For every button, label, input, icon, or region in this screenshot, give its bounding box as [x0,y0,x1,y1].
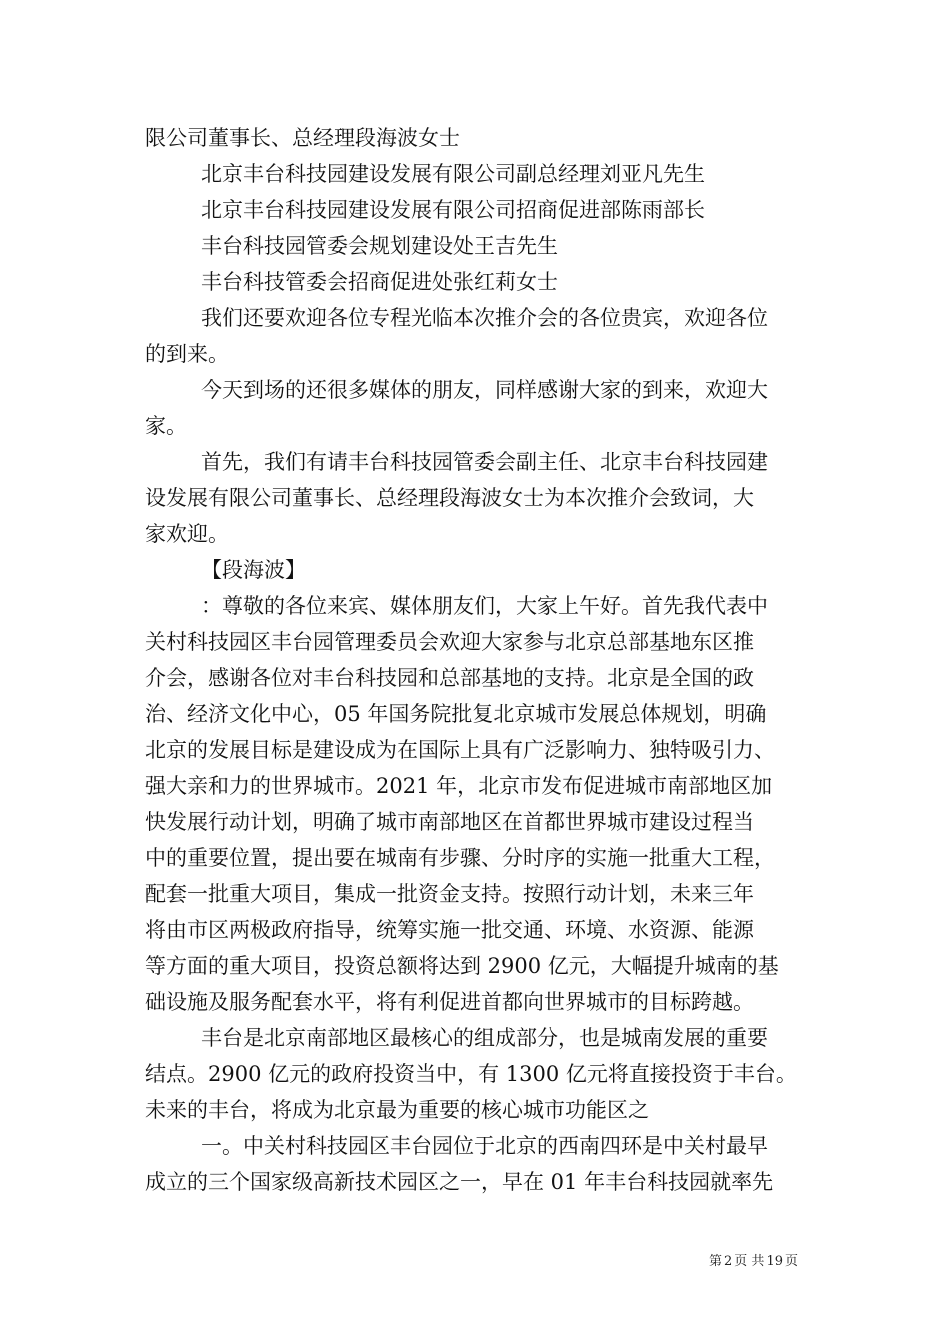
document-body [145,120,817,1200]
footer-middle: 页 共 [734,1254,765,1269]
text-line: 今天到场的还很多媒体的朋友，同样感谢大家的到来，欢迎大 [201,378,768,402]
text-line: 未来的丰台，将成为北京最为重要的核心城市功能区之 [145,1098,649,1122]
footer-prefix: 第 [709,1254,723,1269]
text-line: 北京的发展目标是建设成为在国际上具有广泛影响力、独特吸引力、 [145,738,775,762]
text-line: 将由市区两极政府指导，统筹实施一批交通、环境、水资源、能源 [145,918,754,942]
total-page-number: 19 [766,1254,783,1269]
text-line: 家欢迎。 [145,522,229,546]
text-line: 等方面的重大项目，投资总额将达到 2900 亿元，大幅提升城南的基 [145,954,779,978]
page-footer [709,1252,829,1272]
text-line: 介会，感谢各位对丰台科技园和总部基地的支持。北京是全国的政 [145,666,754,690]
text-line: 的到来。 [145,342,229,366]
text-line: 北京丰台科技园建设发展有限公司副总经理刘亚凡先生 [201,162,705,186]
text-line: 限公司董事长、总经理段海波女士 [145,126,460,150]
text-line: 北京丰台科技园建设发展有限公司招商促进部陈雨部长 [201,198,705,222]
text-line: 强大亲和力的世界城市。2021 年，北京市发布促进城市南部地区加 [145,774,773,798]
text-line: 结点。2900 亿元的政府投资当中，有 1300 亿元将直接投资于丰台。 [145,1062,797,1086]
text-line: 我们还要欢迎各位专程光临本次推介会的各位贵宾，欢迎各位 [201,306,768,330]
text-line: 治、经济文化中心，05 年国务院批复北京城市发展总体规划，明确 [145,702,767,726]
text-line: 快发展行动计划，明确了城市南部地区在首都世界城市建设过程当 [145,810,754,834]
text-line: 首先，我们有请丰台科技园管委会副主任、北京丰台科技园建 [201,450,768,474]
text-line: 家。 [145,414,187,438]
text-line: 丰台科技管委会招商促进处张红莉女士 [201,270,558,294]
text-line: 配套一批重大项目，集成一批资金支持。按照行动计划，未来三年 [145,882,754,906]
text-line: 丰台科技园管委会规划建设处王吉先生 [201,234,558,258]
text-line: 关村科技园区丰台园管理委员会欢迎大家参与北京总部基地东区推 [145,630,754,654]
text-line: ：尊敬的各位来宾、媒体朋友们，大家上午好。首先我代表中 [201,594,768,618]
current-page-number: 2 [724,1254,733,1269]
text-line: 础设施及服务配套水平，将有利促进首都向世界城市的目标跨越。 [145,990,754,1014]
text-line: 中的重要位置，提出要在城南有步骤、分时序的实施一批重大工程， [145,846,775,870]
text-line: 一。中关村科技园区丰台园位于北京的西南四环是中关村最早 [201,1134,768,1158]
text-line: 设发展有限公司董事长、总经理段海波女士为本次推介会致词，大 [145,486,754,510]
text-line: 成立的三个国家级高新技术园区之一，早在 01 年丰台科技园就率先 [145,1170,774,1194]
footer-suffix: 页 [784,1254,798,1269]
speaker-heading: 【段海波】 [201,558,306,582]
text-line: 丰台是北京南部地区最核心的组成部分，也是城南发展的重要 [201,1026,768,1050]
